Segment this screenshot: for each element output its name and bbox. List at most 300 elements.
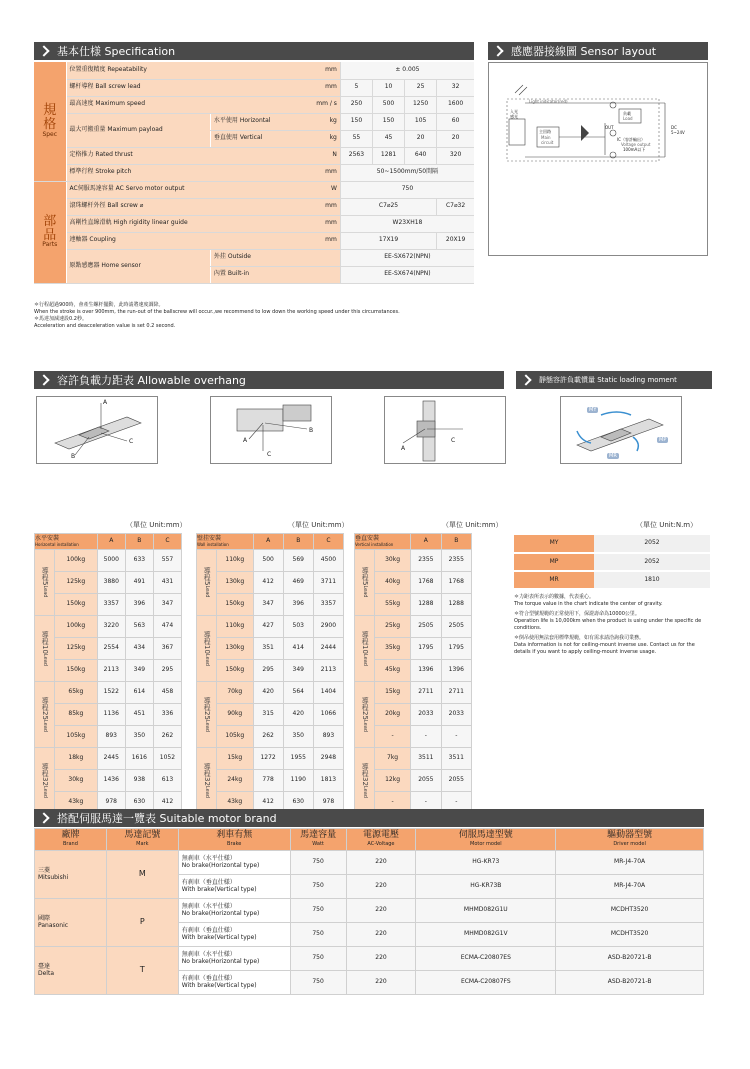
header-en: Motor model bbox=[470, 840, 502, 847]
overhang-row bbox=[197, 660, 344, 682]
load-weight: 150kg bbox=[55, 660, 98, 682]
motor-watt: 750 bbox=[290, 947, 346, 971]
overhang-value: 2948 bbox=[313, 748, 343, 770]
brake-zh: 無刹車（水平仕様） bbox=[181, 951, 236, 959]
overhang-value: 2055 bbox=[411, 770, 441, 792]
motor-watt: 750 bbox=[290, 875, 346, 899]
spec-note: ＊行程超過900時，會產生螺杆擺動，此時請將速度調降。 bbox=[34, 302, 164, 308]
overhang-row bbox=[197, 572, 344, 594]
axis-label-c: C bbox=[267, 451, 272, 458]
spec-value: 750 bbox=[340, 181, 474, 198]
spec-sub-label: 水平使用 Horizontal bbox=[210, 113, 301, 130]
motor-mark: T bbox=[106, 947, 178, 995]
overhang-value: 3220 bbox=[97, 616, 125, 638]
overhang-value: 564 bbox=[283, 682, 313, 704]
moment-note: ＊符合型號規範的正常使用下，保證壽命為10000公里。 bbox=[514, 611, 640, 617]
spec-label: 位置重復精度 Repeatability bbox=[66, 62, 301, 79]
moment-note: ＊力距表所表示的數據，代表重心。 bbox=[514, 594, 595, 600]
spec-sub-label: 內置 Built-in bbox=[210, 266, 340, 283]
motor-voltage: 220 bbox=[346, 947, 416, 971]
motor-voltage: 220 bbox=[346, 851, 416, 875]
load-weight: 12kg bbox=[375, 770, 411, 792]
static-header bbox=[516, 371, 712, 389]
overhang-value: 1288 bbox=[411, 594, 441, 616]
unit-label: （單位 Unit:mm） bbox=[288, 521, 349, 529]
load-weight: 100kg bbox=[55, 616, 98, 638]
overhang-value: - bbox=[441, 792, 471, 814]
spec-value: W23XH18 bbox=[340, 215, 474, 232]
spec-category-label: 部品 bbox=[43, 214, 57, 243]
overhang-row bbox=[197, 550, 344, 572]
overhang-row bbox=[197, 704, 344, 726]
spec-value: 320 bbox=[437, 147, 474, 164]
overhang-row bbox=[35, 594, 182, 616]
spec-value: 60 bbox=[437, 113, 474, 130]
motor-column-header bbox=[346, 829, 416, 851]
overhang-value: 2033 bbox=[441, 704, 471, 726]
motor-column-header bbox=[106, 829, 178, 851]
load-weight: 55kg bbox=[375, 594, 411, 616]
spec-value: 45 bbox=[372, 130, 404, 147]
load-weight: 43kg bbox=[55, 792, 98, 814]
overhang-value: 613 bbox=[153, 770, 181, 792]
brake-en: No brake(Horizontal type) bbox=[181, 957, 260, 965]
lead-value: 導程5 bbox=[361, 567, 370, 586]
spec-row bbox=[34, 198, 474, 215]
header-zh: 驅動器型號 bbox=[607, 829, 653, 840]
lead-label bbox=[197, 748, 217, 814]
driver-model: MR-J4-70A bbox=[556, 875, 704, 899]
install-type bbox=[197, 534, 254, 550]
sensor-label: Main bbox=[541, 135, 551, 140]
overhang-row bbox=[35, 704, 182, 726]
brake-type bbox=[178, 899, 290, 923]
lead-label bbox=[35, 616, 55, 682]
sensor-label: 100mA以下 bbox=[623, 147, 646, 152]
load-weight: 130kg bbox=[217, 638, 254, 660]
moment-note: Data information is not for ceiling-mount inverse use. Contact us for the details if you want to apply ceiling-mount inverse usage. bbox=[514, 642, 695, 655]
load-weight: 43kg bbox=[217, 792, 254, 814]
moment-notes bbox=[514, 594, 710, 656]
driver-model: MCDHT3520 bbox=[556, 923, 704, 947]
overhang-horizontal-svg bbox=[37, 397, 157, 463]
spec-value: EE-SX674(NPN) bbox=[340, 266, 474, 283]
overhang-wall-diagram bbox=[210, 396, 332, 464]
overhang-value: 1813 bbox=[313, 770, 343, 792]
motor-watt: 750 bbox=[290, 923, 346, 947]
moment-value: 1810 bbox=[594, 571, 710, 589]
brand-en: Delta bbox=[38, 969, 55, 977]
install-type-label: 垂直安裝 bbox=[355, 535, 380, 543]
overhang-row bbox=[197, 616, 344, 638]
load-weight: 7kg bbox=[375, 748, 411, 770]
spec-value: 1600 bbox=[437, 96, 474, 113]
overhang-value: 491 bbox=[125, 572, 153, 594]
load-weight: 25kg bbox=[375, 616, 411, 638]
spec-value: 20 bbox=[437, 130, 474, 147]
overhang-value: 978 bbox=[313, 792, 343, 814]
overhang-value: 1768 bbox=[411, 572, 441, 594]
spec-category bbox=[34, 181, 66, 283]
overhang-value: 315 bbox=[253, 704, 283, 726]
load-weight: 45kg bbox=[375, 660, 411, 682]
sensor-label: Light indicator(red) bbox=[529, 99, 568, 104]
load-weight: 125kg bbox=[55, 638, 98, 660]
motor-header-row bbox=[35, 829, 704, 851]
moment-note: ＊倒吊使用無法套用標準規範，如有需求請洽詢我司業務。 bbox=[514, 635, 645, 641]
column-header: B bbox=[441, 534, 471, 550]
overhang-value: - bbox=[441, 726, 471, 748]
header-zh: 剎車有無 bbox=[216, 829, 253, 840]
load-weight: 15kg bbox=[375, 682, 411, 704]
chevron-right-icon bbox=[492, 45, 503, 56]
overhang-value: 2505 bbox=[441, 616, 471, 638]
overhang-value: 367 bbox=[153, 638, 181, 660]
driver-model: MR-J4-70A bbox=[556, 851, 704, 875]
lead-value: 導程32 bbox=[203, 763, 212, 786]
lead-label bbox=[35, 748, 55, 814]
header-zh: 馬達容量 bbox=[300, 829, 337, 840]
overhang-value: 469 bbox=[283, 572, 313, 594]
spec-sub-label: 外挂 Outside bbox=[210, 249, 340, 266]
overhang-value: 2033 bbox=[411, 704, 441, 726]
load-weight: 130kg bbox=[217, 572, 254, 594]
moment-badge-mr: MR bbox=[609, 453, 617, 459]
spec-note: When the stroke is over 900mm, the run-out of the ballscrew will occur.,we recommend to low down the working speed under this circumstances. bbox=[34, 309, 400, 315]
chevron-right-icon bbox=[38, 45, 49, 56]
overhang-value: 3511 bbox=[411, 748, 441, 770]
overhang-value: 2355 bbox=[411, 550, 441, 572]
spec-value: 2563 bbox=[340, 147, 372, 164]
overhang-value: 396 bbox=[283, 594, 313, 616]
lead-label bbox=[197, 616, 217, 682]
spec-table-wrap bbox=[34, 62, 474, 284]
load-weight: 40kg bbox=[375, 572, 411, 594]
spec-label: 連軸器 Coupling bbox=[66, 232, 301, 249]
spec-row bbox=[34, 215, 474, 232]
load-weight: 65kg bbox=[55, 682, 98, 704]
spec-note: ＊馬達加減速設0.2秒。 bbox=[34, 316, 87, 322]
lead-en: Lead bbox=[362, 653, 369, 666]
axis-label-a: A bbox=[103, 399, 108, 406]
motor-column-header bbox=[178, 829, 290, 851]
spec-note: Acceleration and deacceleration value is set 0.2 second. bbox=[34, 323, 176, 329]
load-weight: 150kg bbox=[217, 594, 254, 616]
motor-voltage: 220 bbox=[346, 971, 416, 995]
lead-label bbox=[197, 550, 217, 616]
overhang-table-horizontal bbox=[34, 533, 182, 814]
moment-axis: MY bbox=[514, 535, 594, 553]
overhang-value: 2444 bbox=[313, 638, 343, 660]
overhang-row bbox=[35, 748, 182, 770]
overhang-value: 412 bbox=[253, 792, 283, 814]
chevron-right-icon bbox=[38, 374, 49, 385]
lead-value: 導程25 bbox=[361, 697, 370, 720]
motor-column-header bbox=[416, 829, 556, 851]
spec-value: ± 0.005 bbox=[340, 62, 474, 79]
overhang-table-vertical bbox=[354, 533, 472, 814]
spec-value: C7⌀32 bbox=[437, 198, 474, 215]
overhang-value: 1404 bbox=[313, 682, 343, 704]
spec-value: 5 bbox=[340, 79, 372, 96]
overhang-value: 630 bbox=[283, 792, 313, 814]
overhang-value: 474 bbox=[153, 616, 181, 638]
overhang-row bbox=[197, 682, 344, 704]
spec-row bbox=[34, 249, 474, 266]
header-en: Watt bbox=[312, 840, 324, 847]
overhang-value: 2445 bbox=[97, 748, 125, 770]
overhang-value: 412 bbox=[153, 792, 181, 814]
overhang-value: 2113 bbox=[97, 660, 125, 682]
motor-model: MHMD082G1V bbox=[416, 923, 556, 947]
overhang-value: 503 bbox=[283, 616, 313, 638]
spec-unit: mm bbox=[301, 164, 340, 181]
lead-en: Lead bbox=[362, 719, 369, 732]
column-header: C bbox=[153, 534, 181, 550]
sensor-label: IC（容許輸出） bbox=[617, 137, 645, 142]
spec-row bbox=[34, 113, 474, 130]
overhang-value: 1136 bbox=[97, 704, 125, 726]
overhang-value: - bbox=[411, 726, 441, 748]
overhang-value: 336 bbox=[153, 704, 181, 726]
motor-mark: P bbox=[106, 899, 178, 947]
overhang-value: 1616 bbox=[125, 748, 153, 770]
overhang-value: 349 bbox=[125, 660, 153, 682]
spec-value: EE-SX672(NPN) bbox=[340, 249, 474, 266]
lead-label bbox=[355, 748, 375, 814]
overhang-value: 557 bbox=[153, 550, 181, 572]
lead-value: 導程32 bbox=[361, 763, 370, 786]
overhang-value: 350 bbox=[283, 726, 313, 748]
header-en: AC-Voltage bbox=[367, 840, 395, 847]
overhang-value: 414 bbox=[283, 638, 313, 660]
brand-name bbox=[35, 851, 107, 899]
brand-en: Panasonic bbox=[38, 921, 69, 929]
overhang-value: 295 bbox=[253, 660, 283, 682]
load-weight: 20kg bbox=[375, 704, 411, 726]
moment-value: 2052 bbox=[594, 553, 710, 571]
overhang-value: 1522 bbox=[97, 682, 125, 704]
lead-en: Lead bbox=[42, 719, 49, 732]
spec-value: 55 bbox=[340, 130, 372, 147]
sensor-label: 主回路 bbox=[539, 129, 551, 134]
motor-header bbox=[34, 809, 704, 827]
lead-label bbox=[35, 682, 55, 748]
motor-watt: 750 bbox=[290, 851, 346, 875]
overhang-value: 2055 bbox=[441, 770, 471, 792]
load-weight: 110kg bbox=[217, 616, 254, 638]
spec-value: 32 bbox=[437, 79, 474, 96]
motor-watt: 750 bbox=[290, 971, 346, 995]
spec-header bbox=[34, 42, 474, 60]
overhang-value: 431 bbox=[153, 572, 181, 594]
lead-en: Lead bbox=[42, 585, 49, 598]
overhang-value: 1190 bbox=[283, 770, 313, 792]
load-weight: 18kg bbox=[55, 748, 98, 770]
overhang-value: 458 bbox=[153, 682, 181, 704]
overhang-value: 420 bbox=[253, 682, 283, 704]
overhang-vertical-diagram bbox=[384, 396, 506, 464]
moment-badge-my: MY bbox=[589, 407, 597, 413]
sensor-label: 入光 bbox=[510, 109, 518, 114]
overhang-row bbox=[197, 726, 344, 748]
lead-label bbox=[355, 616, 375, 682]
sensor-header bbox=[488, 42, 708, 60]
brake-en: With brake(Vertical type) bbox=[181, 885, 257, 893]
lead-en: Lead bbox=[362, 585, 369, 598]
load-weight: 105kg bbox=[55, 726, 98, 748]
motor-row bbox=[35, 947, 704, 971]
axis-label-a: A bbox=[243, 437, 248, 444]
overhang-value: 633 bbox=[125, 550, 153, 572]
overhang-value: 3357 bbox=[313, 594, 343, 616]
motor-voltage: 220 bbox=[346, 923, 416, 947]
spec-row bbox=[34, 96, 474, 113]
overhang-value: 295 bbox=[153, 660, 181, 682]
overhang-value: 3511 bbox=[441, 748, 471, 770]
brake-type bbox=[178, 923, 290, 947]
static-title: 靜態容許負載慣量 Static loading moment bbox=[539, 376, 677, 384]
overhang-row bbox=[35, 770, 182, 792]
overhang-value: 1396 bbox=[441, 660, 471, 682]
lead-value: 導程10 bbox=[41, 631, 50, 654]
overhang-value: 1052 bbox=[153, 748, 181, 770]
chevron-right-icon bbox=[38, 812, 49, 823]
lead-value: 導程25 bbox=[41, 697, 50, 720]
overhang-row bbox=[197, 748, 344, 770]
lead-value: 導程10 bbox=[203, 631, 212, 654]
spec-value: 640 bbox=[405, 147, 437, 164]
motor-model: ECMA-C20807FS bbox=[416, 971, 556, 995]
column-header: C bbox=[313, 534, 343, 550]
spec-row bbox=[34, 232, 474, 249]
overhang-value: 427 bbox=[253, 616, 283, 638]
load-weight: - bbox=[375, 792, 411, 814]
spec-unit: kg bbox=[301, 113, 340, 130]
spec-unit: mm bbox=[301, 198, 340, 215]
overhang-value: 2900 bbox=[313, 616, 343, 638]
overhang-value: 500 bbox=[253, 550, 283, 572]
spec-value: 50~1500mm/50間隔 bbox=[340, 164, 474, 181]
overhang-row bbox=[355, 616, 472, 638]
overhang-title: 容許負載力距表 Allowable overhang bbox=[57, 374, 246, 387]
brake-zh: 無刹車（水平仕様） bbox=[181, 903, 236, 911]
overhang-value: 893 bbox=[97, 726, 125, 748]
overhang-value: 1768 bbox=[441, 572, 471, 594]
driver-model: ASD-B20721-B bbox=[556, 947, 704, 971]
overhang-value: 2711 bbox=[441, 682, 471, 704]
install-type bbox=[35, 534, 98, 550]
static-svg bbox=[561, 397, 681, 463]
spec-value: 1250 bbox=[405, 96, 437, 113]
spec-value: 500 bbox=[372, 96, 404, 113]
load-weight: - bbox=[375, 726, 411, 748]
spec-category-label: 規格 bbox=[43, 103, 57, 133]
install-type-label: 水平安裝 bbox=[35, 535, 60, 543]
overhang-row bbox=[355, 550, 472, 572]
moment-value: 2052 bbox=[594, 535, 710, 553]
motor-column-header bbox=[556, 829, 704, 851]
unit-label: （單位 Unit:mm） bbox=[126, 521, 187, 529]
chevron-right-icon bbox=[520, 374, 531, 385]
overhang-value: 1795 bbox=[411, 638, 441, 660]
driver-model: ASD-B20721-B bbox=[556, 971, 704, 995]
install-type-label: 壁挂安裝 bbox=[197, 535, 222, 543]
motor-mark: M bbox=[106, 851, 178, 899]
header-zh: 伺服馬達型號 bbox=[458, 829, 513, 840]
spec-category bbox=[34, 62, 66, 181]
overhang-value: 3357 bbox=[97, 594, 125, 616]
overhang-row bbox=[35, 660, 182, 682]
moment-note: Operation life is 10,000km when the product is using under the specific de conditions. bbox=[514, 618, 702, 631]
column-header: A bbox=[97, 534, 125, 550]
spec-value: 20X19 bbox=[437, 232, 474, 249]
spec-category-en: Parts bbox=[42, 241, 58, 249]
spec-table bbox=[34, 62, 474, 284]
lead-en: Lead bbox=[362, 785, 369, 798]
overhang-value: 563 bbox=[125, 616, 153, 638]
overhang-header bbox=[34, 371, 504, 389]
driver-model: MCDHT3520 bbox=[556, 899, 704, 923]
lead-en: Lead bbox=[204, 785, 211, 798]
header-zh: 電源電壓 bbox=[362, 829, 399, 840]
overhang-row bbox=[35, 682, 182, 704]
install-type-en: Wall installation bbox=[197, 541, 229, 547]
load-weight: 105kg bbox=[217, 726, 254, 748]
overhang-value: 614 bbox=[125, 682, 153, 704]
lead-label bbox=[35, 550, 55, 616]
overhang-value: 4500 bbox=[313, 550, 343, 572]
motor-table-wrap bbox=[34, 828, 704, 995]
overhang-value: 5000 bbox=[97, 550, 125, 572]
load-weight: 35kg bbox=[375, 638, 411, 660]
overhang-value: 1066 bbox=[313, 704, 343, 726]
overhang-value: 1272 bbox=[253, 748, 283, 770]
overhang-value: 893 bbox=[313, 726, 343, 748]
brand-zh: 三菱 bbox=[38, 867, 51, 875]
load-weight: 125kg bbox=[55, 572, 98, 594]
install-type-en: Horizontal installation bbox=[35, 541, 79, 547]
motor-table bbox=[34, 828, 704, 995]
overhang-value: - bbox=[411, 792, 441, 814]
motor-row bbox=[35, 899, 704, 923]
load-weight: 110kg bbox=[217, 550, 254, 572]
spec-label: 高剛性直線滑軌 High rigidity linear guide bbox=[66, 215, 301, 232]
header-zh: 馬達記號 bbox=[124, 829, 161, 840]
spec-value: 25 bbox=[405, 79, 437, 96]
load-weight: 30kg bbox=[375, 550, 411, 572]
spec-value: C7⌀25 bbox=[340, 198, 436, 215]
overhang-vertical-svg bbox=[385, 397, 505, 463]
overhang-value: 938 bbox=[125, 770, 153, 792]
brake-type bbox=[178, 947, 290, 971]
install-type bbox=[355, 534, 411, 550]
spec-category-en: Spec bbox=[42, 130, 58, 138]
header-en: Brake bbox=[227, 840, 242, 847]
overhang-row bbox=[197, 594, 344, 616]
spec-value: 150 bbox=[372, 113, 404, 130]
spec-row bbox=[34, 147, 474, 164]
overhang-value: 630 bbox=[125, 792, 153, 814]
overhang-row bbox=[197, 770, 344, 792]
overhang-value: 2113 bbox=[313, 660, 343, 682]
load-weight: 15kg bbox=[217, 748, 254, 770]
spec-value: 10 bbox=[372, 79, 404, 96]
axis-label-c: C bbox=[451, 437, 456, 444]
header-zh: 廠牌 bbox=[61, 829, 80, 840]
spec-label: 滾珠螺杆外徑 Ball screw ⌀ bbox=[66, 198, 301, 215]
overhang-table-horizontal-wrap bbox=[34, 533, 182, 814]
